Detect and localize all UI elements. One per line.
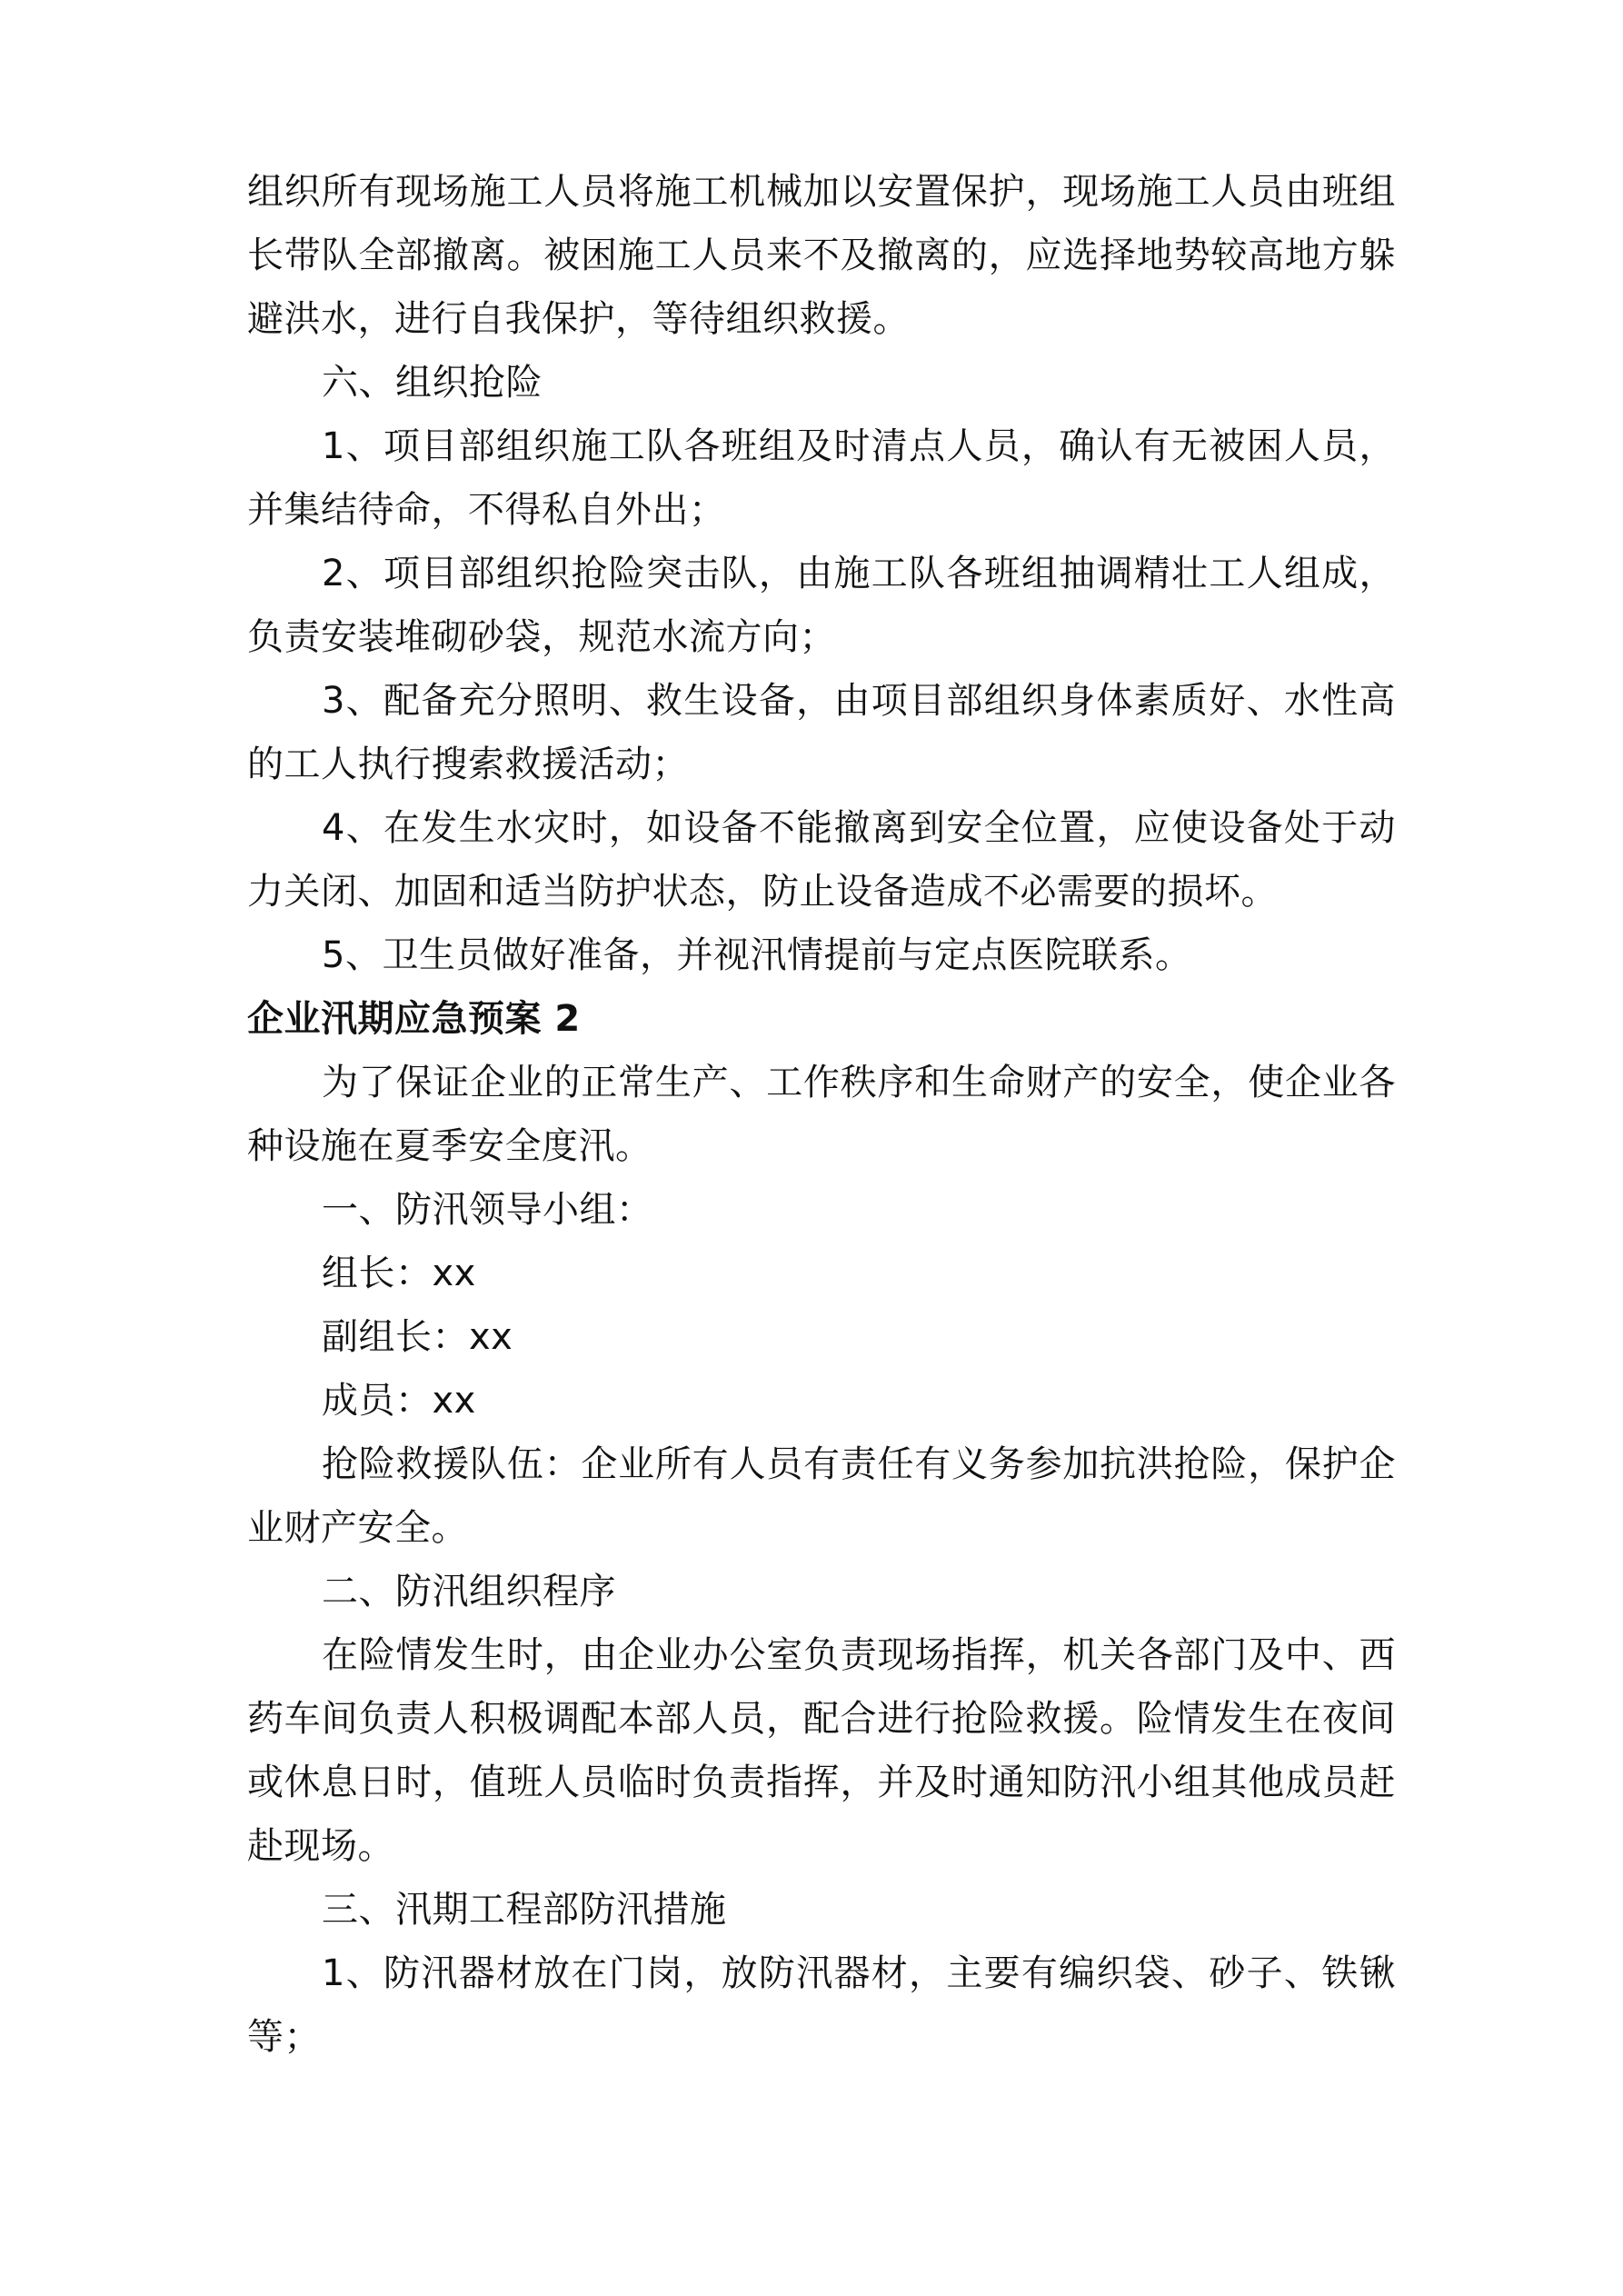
paragraph: 抢险救援队伍：企业所有人员有责任有义务参加抗洪抢险，保护企业财产安全。 — [247, 1443, 1396, 1549]
leader-line: 组长：xx — [322, 1253, 476, 1294]
paragraph: 为了保证企业的正常生产、工作秩序和生命财产的安全，使企业各种设施在夏季安全度汛。 — [247, 1062, 1396, 1167]
list-item: 1、项目部组织施工队各班组及时清点人员，确认有无被困人员，并集结待命，不得私自外出； — [247, 425, 1396, 531]
document-title: 企业汛期应急预案 2 — [247, 998, 581, 1040]
list-item: 4、在发生水灾时，如设备不能撤离到安全位置，应使设备处于动力关闭、加固和适当防护状态，防止设备造成不必需要的损坏。 — [247, 807, 1396, 913]
paragraph: 组织所有现场施工人员将施工机械加以安置保护，现场施工人员由班组长带队全部撤离。被困施工人员来不及撤离的，应选择地势较高地方躲避洪水，进行自我保护，等待组织救援。 — [247, 171, 1396, 340]
section-heading-one: 一、防汛领导小组： — [322, 1189, 653, 1231]
section-heading-three: 三、汛期工程部防汛措施 — [322, 1889, 727, 1931]
list-item: 2、项目部组织抢险突击队，由施工队各班组抽调精壮工人组成，负责安装堆砌砂袋，规范水流方向； — [247, 553, 1396, 658]
members-line: 成员：xx — [322, 1380, 476, 1422]
section-heading-six: 六、组织抢险 — [322, 362, 543, 404]
list-item: 1、防汛器材放在门岗，放防汛器材，主要有编织袋、砂子、铁锹等； — [247, 1952, 1396, 2058]
list-item: 5、卫生员做好准备，并视汛情提前与定点医院联系。 — [322, 934, 1192, 976]
deputy-leader-line: 副组长：xx — [322, 1316, 513, 1358]
list-item: 3、配备充分照明、救生设备，由项目部组织身体素质好、水性高的工人执行搜索救援活动； — [247, 680, 1396, 785]
document-page — [247, 160, 1396, 2069]
section-heading-two: 二、防汛组织程序 — [322, 1571, 616, 1612]
paragraph: 在险情发生时，由企业办公室负责现场指挥，机关各部门及中、西药车间负责人积极调配本部人员，配合进行抢险救援。险情发生在夜间或休息日时，值班人员临时负责指挥，并及时通知防汛小组其他成员赶赴现场。 — [247, 1634, 1396, 1867]
